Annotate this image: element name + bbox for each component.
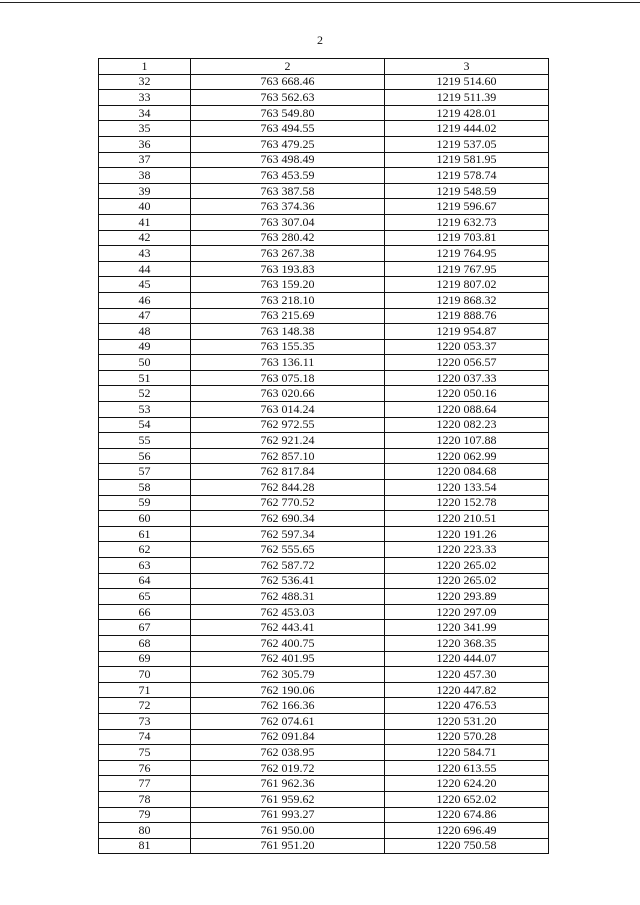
cell-y-coordinate: 1219 511.39 (385, 90, 549, 106)
cell-point-number: 72 (99, 698, 191, 714)
cell-point-number: 53 (99, 402, 191, 418)
cell-y-coordinate: 1220 223.33 (385, 542, 549, 558)
cell-x-coordinate: 761 950.00 (191, 823, 385, 839)
table-row (99, 651, 549, 667)
cell-y-coordinate: 1220 037.33 (385, 370, 549, 386)
cell-x-coordinate: 762 038.95 (191, 745, 385, 761)
table-row (99, 355, 549, 371)
table-row (99, 277, 549, 293)
cell-point-number: 67 (99, 620, 191, 636)
cell-x-coordinate: 762 443.41 (191, 620, 385, 636)
table-row (99, 214, 549, 230)
cell-point-number: 64 (99, 573, 191, 589)
cell-point-number: 48 (99, 324, 191, 340)
cell-point-number: 80 (99, 823, 191, 839)
header-cell-point: 1 (99, 59, 191, 75)
cell-point-number: 44 (99, 261, 191, 277)
cell-x-coordinate: 762 453.03 (191, 604, 385, 620)
table-row (99, 246, 549, 262)
table-row (99, 121, 549, 137)
header-cell-x: 2 (191, 59, 385, 75)
cell-x-coordinate: 762 817.84 (191, 464, 385, 480)
cell-point-number: 56 (99, 448, 191, 464)
cell-y-coordinate: 1219 767.95 (385, 261, 549, 277)
cell-point-number: 65 (99, 589, 191, 605)
cell-x-coordinate: 763 136.11 (191, 355, 385, 371)
cell-y-coordinate: 1219 596.67 (385, 199, 549, 215)
table-row (99, 558, 549, 574)
cell-point-number: 57 (99, 464, 191, 480)
cell-x-coordinate: 762 844.28 (191, 480, 385, 496)
cell-y-coordinate: 1220 696.49 (385, 823, 549, 839)
table-row (99, 480, 549, 496)
cell-point-number: 39 (99, 183, 191, 199)
cell-y-coordinate: 1220 750.58 (385, 838, 549, 854)
cell-y-coordinate: 1220 107.88 (385, 433, 549, 449)
cell-x-coordinate: 763 267.38 (191, 246, 385, 262)
cell-y-coordinate: 1220 652.02 (385, 791, 549, 807)
cell-point-number: 73 (99, 713, 191, 729)
cell-x-coordinate: 763 218.10 (191, 292, 385, 308)
cell-y-coordinate: 1220 133.54 (385, 480, 549, 496)
cell-point-number: 59 (99, 495, 191, 511)
cell-point-number: 37 (99, 152, 191, 168)
cell-x-coordinate: 763 020.66 (191, 386, 385, 402)
cell-x-coordinate: 763 374.36 (191, 199, 385, 215)
cell-point-number: 58 (99, 480, 191, 496)
cell-y-coordinate: 1220 053.37 (385, 339, 549, 355)
table-row (99, 199, 549, 215)
coordinates-table (98, 58, 549, 854)
table-row (99, 152, 549, 168)
cell-point-number: 38 (99, 168, 191, 184)
cell-point-number: 74 (99, 729, 191, 745)
page-number: 2 (317, 33, 323, 47)
cell-point-number: 75 (99, 745, 191, 761)
cell-point-number: 69 (99, 651, 191, 667)
table-row (99, 573, 549, 589)
cell-y-coordinate: 1220 341.99 (385, 620, 549, 636)
cell-y-coordinate: 1220 088.64 (385, 402, 549, 418)
cell-x-coordinate: 763 562.63 (191, 90, 385, 106)
cell-point-number: 63 (99, 558, 191, 574)
cell-y-coordinate: 1220 265.02 (385, 573, 549, 589)
cell-x-coordinate: 762 972.55 (191, 417, 385, 433)
cell-y-coordinate: 1220 531.20 (385, 713, 549, 729)
cell-y-coordinate: 1220 368.35 (385, 635, 549, 651)
table-row (99, 292, 549, 308)
cell-point-number: 36 (99, 136, 191, 152)
cell-y-coordinate: 1219 703.81 (385, 230, 549, 246)
cell-y-coordinate: 1220 293.89 (385, 589, 549, 605)
cell-x-coordinate: 762 690.34 (191, 511, 385, 527)
cell-point-number: 79 (99, 807, 191, 823)
cell-y-coordinate: 1220 624.20 (385, 776, 549, 792)
cell-y-coordinate: 1220 050.16 (385, 386, 549, 402)
table-row (99, 386, 549, 402)
table-row (99, 495, 549, 511)
cell-x-coordinate: 763 387.58 (191, 183, 385, 199)
table-row (99, 760, 549, 776)
cell-x-coordinate: 762 488.31 (191, 589, 385, 605)
cell-point-number: 41 (99, 214, 191, 230)
table-row (99, 464, 549, 480)
cell-point-number: 55 (99, 433, 191, 449)
cell-x-coordinate: 762 401.95 (191, 651, 385, 667)
cell-point-number: 47 (99, 308, 191, 324)
table-row (99, 448, 549, 464)
table-row (99, 838, 549, 854)
cell-point-number: 49 (99, 339, 191, 355)
cell-x-coordinate: 763 453.59 (191, 168, 385, 184)
cell-x-coordinate: 763 498.49 (191, 152, 385, 168)
cell-y-coordinate: 1220 457.30 (385, 667, 549, 683)
cell-point-number: 32 (99, 74, 191, 90)
cell-y-coordinate: 1219 548.59 (385, 183, 549, 199)
table-row (99, 370, 549, 386)
cell-y-coordinate: 1220 570.28 (385, 729, 549, 745)
table-row (99, 433, 549, 449)
cell-x-coordinate: 762 019.72 (191, 760, 385, 776)
cell-x-coordinate: 762 166.36 (191, 698, 385, 714)
cell-x-coordinate: 763 549.80 (191, 105, 385, 121)
table-row (99, 667, 549, 683)
table-row (99, 168, 549, 184)
cell-x-coordinate: 761 959.62 (191, 791, 385, 807)
table-row (99, 807, 549, 823)
table-row (99, 729, 549, 745)
cell-point-number: 70 (99, 667, 191, 683)
table-row (99, 90, 549, 106)
cell-x-coordinate: 762 536.41 (191, 573, 385, 589)
cell-y-coordinate: 1220 152.78 (385, 495, 549, 511)
cell-y-coordinate: 1220 056.57 (385, 355, 549, 371)
table-header-row (99, 59, 549, 75)
cell-point-number: 54 (99, 417, 191, 433)
cell-y-coordinate: 1219 764.95 (385, 246, 549, 262)
table-row (99, 261, 549, 277)
cell-y-coordinate: 1219 514.60 (385, 74, 549, 90)
table-row (99, 635, 549, 651)
cell-point-number: 51 (99, 370, 191, 386)
cell-point-number: 81 (99, 838, 191, 854)
table-row (99, 136, 549, 152)
cell-x-coordinate: 762 074.61 (191, 713, 385, 729)
cell-y-coordinate: 1220 674.86 (385, 807, 549, 823)
cell-y-coordinate: 1219 807.02 (385, 277, 549, 293)
table-row (99, 713, 549, 729)
cell-point-number: 76 (99, 760, 191, 776)
table-row (99, 542, 549, 558)
cell-x-coordinate: 763 307.04 (191, 214, 385, 230)
cell-x-coordinate: 763 148.38 (191, 324, 385, 340)
cell-x-coordinate: 762 305.79 (191, 667, 385, 683)
cell-y-coordinate: 1220 062.99 (385, 448, 549, 464)
cell-x-coordinate: 763 014.24 (191, 402, 385, 418)
table-row (99, 604, 549, 620)
cell-x-coordinate: 763 280.42 (191, 230, 385, 246)
cell-x-coordinate: 763 479.25 (191, 136, 385, 152)
table-row (99, 402, 549, 418)
cell-y-coordinate: 1220 084.68 (385, 464, 549, 480)
cell-point-number: 62 (99, 542, 191, 558)
cell-point-number: 40 (99, 199, 191, 215)
table-row (99, 776, 549, 792)
cell-y-coordinate: 1220 191.26 (385, 526, 549, 542)
cell-x-coordinate: 763 155.35 (191, 339, 385, 355)
cell-y-coordinate: 1220 613.55 (385, 760, 549, 776)
cell-x-coordinate: 762 091.84 (191, 729, 385, 745)
cell-y-coordinate: 1219 581.95 (385, 152, 549, 168)
cell-point-number: 52 (99, 386, 191, 402)
cell-x-coordinate: 762 555.65 (191, 542, 385, 558)
cell-x-coordinate: 762 857.10 (191, 448, 385, 464)
cell-x-coordinate: 763 193.83 (191, 261, 385, 277)
cell-x-coordinate: 763 494.55 (191, 121, 385, 137)
cell-y-coordinate: 1220 447.82 (385, 682, 549, 698)
cell-x-coordinate: 763 075.18 (191, 370, 385, 386)
cell-y-coordinate: 1219 632.73 (385, 214, 549, 230)
table-row (99, 74, 549, 90)
table-row (99, 698, 549, 714)
cell-y-coordinate: 1220 210.51 (385, 511, 549, 527)
cell-y-coordinate: 1219 868.32 (385, 292, 549, 308)
table-row (99, 105, 549, 121)
cell-x-coordinate: 761 993.27 (191, 807, 385, 823)
table-row (99, 745, 549, 761)
cell-point-number: 33 (99, 90, 191, 106)
cell-x-coordinate: 762 597.34 (191, 526, 385, 542)
cell-y-coordinate: 1219 578.74 (385, 168, 549, 184)
table-row (99, 682, 549, 698)
table-row (99, 511, 549, 527)
cell-y-coordinate: 1219 444.02 (385, 121, 549, 137)
cell-point-number: 71 (99, 682, 191, 698)
cell-x-coordinate: 761 962.36 (191, 776, 385, 792)
cell-point-number: 34 (99, 105, 191, 121)
table-row (99, 589, 549, 605)
cell-y-coordinate: 1220 297.09 (385, 604, 549, 620)
cell-point-number: 66 (99, 604, 191, 620)
table-body (99, 74, 549, 854)
cell-y-coordinate: 1220 584.71 (385, 745, 549, 761)
table-row (99, 791, 549, 807)
cell-point-number: 46 (99, 292, 191, 308)
cell-point-number: 42 (99, 230, 191, 246)
cell-x-coordinate: 762 770.52 (191, 495, 385, 511)
cell-point-number: 60 (99, 511, 191, 527)
header-cell-y: 3 (385, 59, 549, 75)
table-row (99, 620, 549, 636)
cell-point-number: 78 (99, 791, 191, 807)
cell-point-number: 43 (99, 246, 191, 262)
cell-y-coordinate: 1219 428.01 (385, 105, 549, 121)
cell-x-coordinate: 762 400.75 (191, 635, 385, 651)
top-rule (0, 2, 640, 3)
table-row (99, 417, 549, 433)
cell-y-coordinate: 1219 954.87 (385, 324, 549, 340)
cell-x-coordinate: 762 921.24 (191, 433, 385, 449)
table-row (99, 308, 549, 324)
table-row (99, 339, 549, 355)
cell-point-number: 61 (99, 526, 191, 542)
cell-point-number: 35 (99, 121, 191, 137)
cell-x-coordinate: 761 951.20 (191, 838, 385, 854)
cell-x-coordinate: 762 587.72 (191, 558, 385, 574)
cell-y-coordinate: 1220 082.23 (385, 417, 549, 433)
cell-point-number: 68 (99, 635, 191, 651)
cell-y-coordinate: 1220 476.53 (385, 698, 549, 714)
cell-y-coordinate: 1220 265.02 (385, 558, 549, 574)
cell-y-coordinate: 1219 888.76 (385, 308, 549, 324)
cell-y-coordinate: 1220 444.07 (385, 651, 549, 667)
cell-point-number: 50 (99, 355, 191, 371)
cell-x-coordinate: 763 159.20 (191, 277, 385, 293)
cell-x-coordinate: 763 668.46 (191, 74, 385, 90)
cell-point-number: 77 (99, 776, 191, 792)
cell-y-coordinate: 1219 537.05 (385, 136, 549, 152)
table-row (99, 324, 549, 340)
cell-x-coordinate: 763 215.69 (191, 308, 385, 324)
cell-point-number: 45 (99, 277, 191, 293)
table-row (99, 823, 549, 839)
table-row (99, 183, 549, 199)
table-row (99, 230, 549, 246)
table-row (99, 526, 549, 542)
cell-x-coordinate: 762 190.06 (191, 682, 385, 698)
